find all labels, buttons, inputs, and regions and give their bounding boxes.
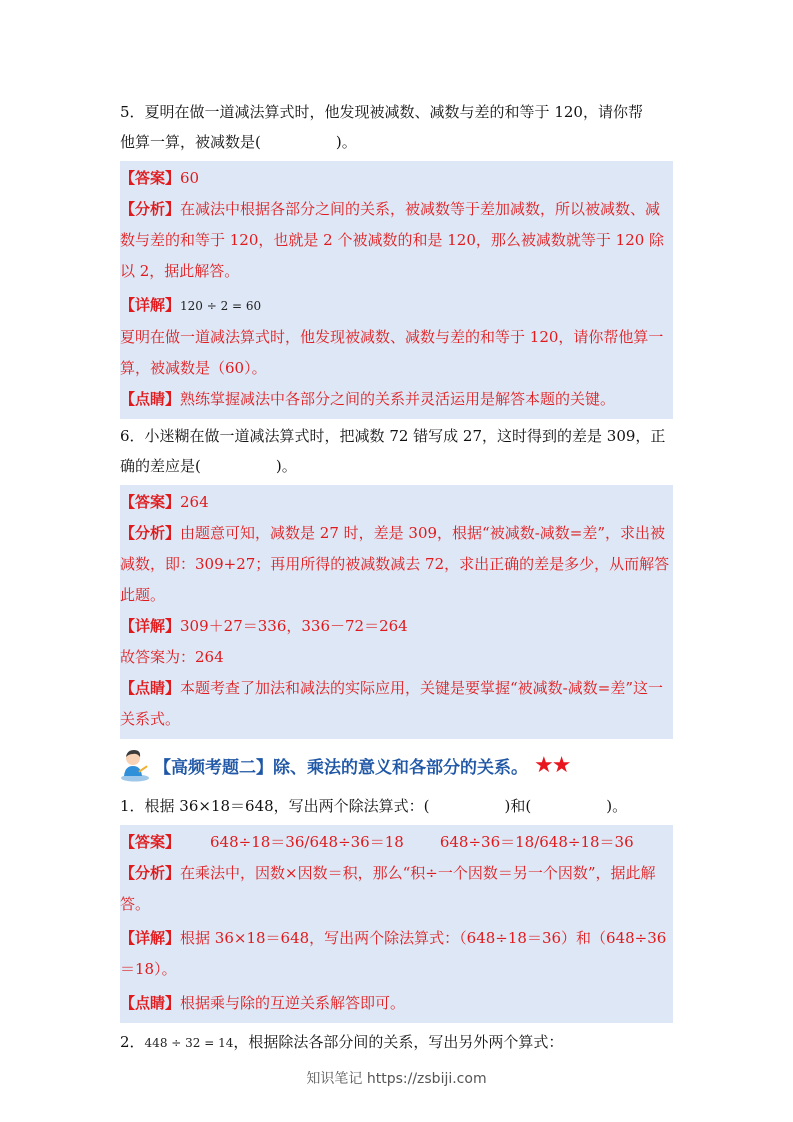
detail-formula: 120 ÷ 2 = 60	[180, 299, 262, 313]
point-row	[120, 673, 673, 735]
point-text: 根据乘与除的互逆关系解答即可。	[180, 994, 406, 1012]
answer-tag: 【答案】	[120, 493, 181, 511]
answer-value: 264	[180, 493, 209, 511]
detail-text: 夏明在做一道减法算式时，他发现被减数、减数与差的和等于 120，请你帮他算一算，被减数是（60）。	[120, 328, 664, 377]
analysis-row	[120, 518, 673, 611]
point-row	[120, 384, 673, 415]
answer-row	[120, 163, 673, 194]
question-5-line-2: 他算一算，被减数是( )。	[120, 133, 357, 151]
detail-row	[120, 290, 673, 322]
section-question-1	[120, 789, 673, 825]
difficulty-stars-icon: ★★	[534, 752, 570, 778]
solution-box-6	[120, 485, 673, 739]
answer-row	[120, 827, 673, 858]
section-title: 【高频考题二】除、乘法的意义和各部分的关系。	[154, 757, 528, 778]
analysis-tag: 【分析】	[120, 200, 181, 218]
section-question-1-line: 1．根据 36×18＝648，写出两个除法算式：( )和( )。	[120, 797, 628, 815]
question-6-line-1: 6．小迷糊在做一道减法算式时，把减数 72 错写成 27，这时得到的差是 309，正	[120, 427, 666, 445]
analysis-row	[120, 858, 673, 920]
question-6	[120, 419, 673, 485]
page-content	[120, 95, 673, 1062]
section-question-2-text: ，根据除法各部分间的关系，写出另外两个算式：	[233, 1033, 564, 1051]
solution-box-5	[120, 161, 673, 419]
point-text: 熟练掌握减法中各部分之间的关系并灵活运用是解答本题的关键。	[180, 390, 616, 408]
question-5	[120, 95, 673, 161]
question-5-line-1: 5．夏明在做一道减法算式时，他发现被减数、减数与差的和等于 120，请你帮	[120, 103, 643, 121]
analysis-text: 由题意可知，减数是 27 时，差是 309，根据“被减数-减数=差”，求出被减数，即：309+27；再用所得的被减数减去 72，求出正确的差是多少，从而解答此题。	[120, 524, 670, 604]
detail-tag: 【详解】	[120, 296, 181, 314]
section-header	[120, 745, 673, 785]
question-6-line-2: 确的差应是( )。	[120, 457, 297, 475]
solution-box-s1	[120, 825, 673, 1023]
detail-extra: 故答案为：264	[120, 648, 224, 666]
detail-text: 309＋27＝336，336－72＝264	[180, 617, 408, 635]
section-question-2	[120, 1025, 673, 1062]
detail-tag: 【详解】	[120, 929, 181, 947]
analysis-tag: 【分析】	[120, 524, 181, 542]
student-writing-icon	[120, 748, 150, 782]
answer-value-2: 648÷36＝18/648÷18＝36	[439, 833, 634, 851]
answer-tag: 【答案】	[120, 169, 181, 187]
detail-row	[120, 611, 673, 642]
answer-value: 60	[180, 169, 200, 187]
point-tag: 【点睛】	[120, 390, 181, 408]
answer-tag: 【答案】	[120, 833, 181, 851]
point-tag: 【点睛】	[120, 679, 181, 697]
analysis-text: 在乘法中，因数×因数＝积，那么“积÷一个因数＝另一个因数”，据此解答。	[120, 864, 656, 913]
point-text: 本题考查了加法和减法的实际应用，关键是要掌握“被减数-减数=差”这一关系式。	[120, 679, 663, 728]
point-row	[120, 988, 673, 1019]
detail-tag: 【详解】	[120, 617, 181, 635]
page-footer: 知识笔记 https://zsbiji.com	[306, 1071, 487, 1087]
point-tag: 【点睛】	[120, 994, 181, 1012]
analysis-row	[120, 194, 673, 287]
answer-row	[120, 487, 673, 518]
answer-value-1: 648÷18＝36/648÷36＝18	[210, 833, 404, 851]
section-question-2-number: 2．	[120, 1033, 145, 1051]
detail-text: 根据 36×18＝648，写出两个除法算式：（648÷18＝36）和（648÷36＝18）。	[120, 929, 667, 978]
section-question-2-formula: 448 ÷ 32 = 14	[144, 1036, 234, 1050]
detail-row	[120, 923, 673, 985]
analysis-text: 在减法中根据各部分之间的关系，被减数等于差加减数，所以被减数、减数与差的和等于 120，也就是 2 个被减数的和是 120，那么被减数就等于 120 除以 2，据此解答。	[120, 200, 665, 280]
analysis-tag: 【分析】	[120, 864, 181, 882]
